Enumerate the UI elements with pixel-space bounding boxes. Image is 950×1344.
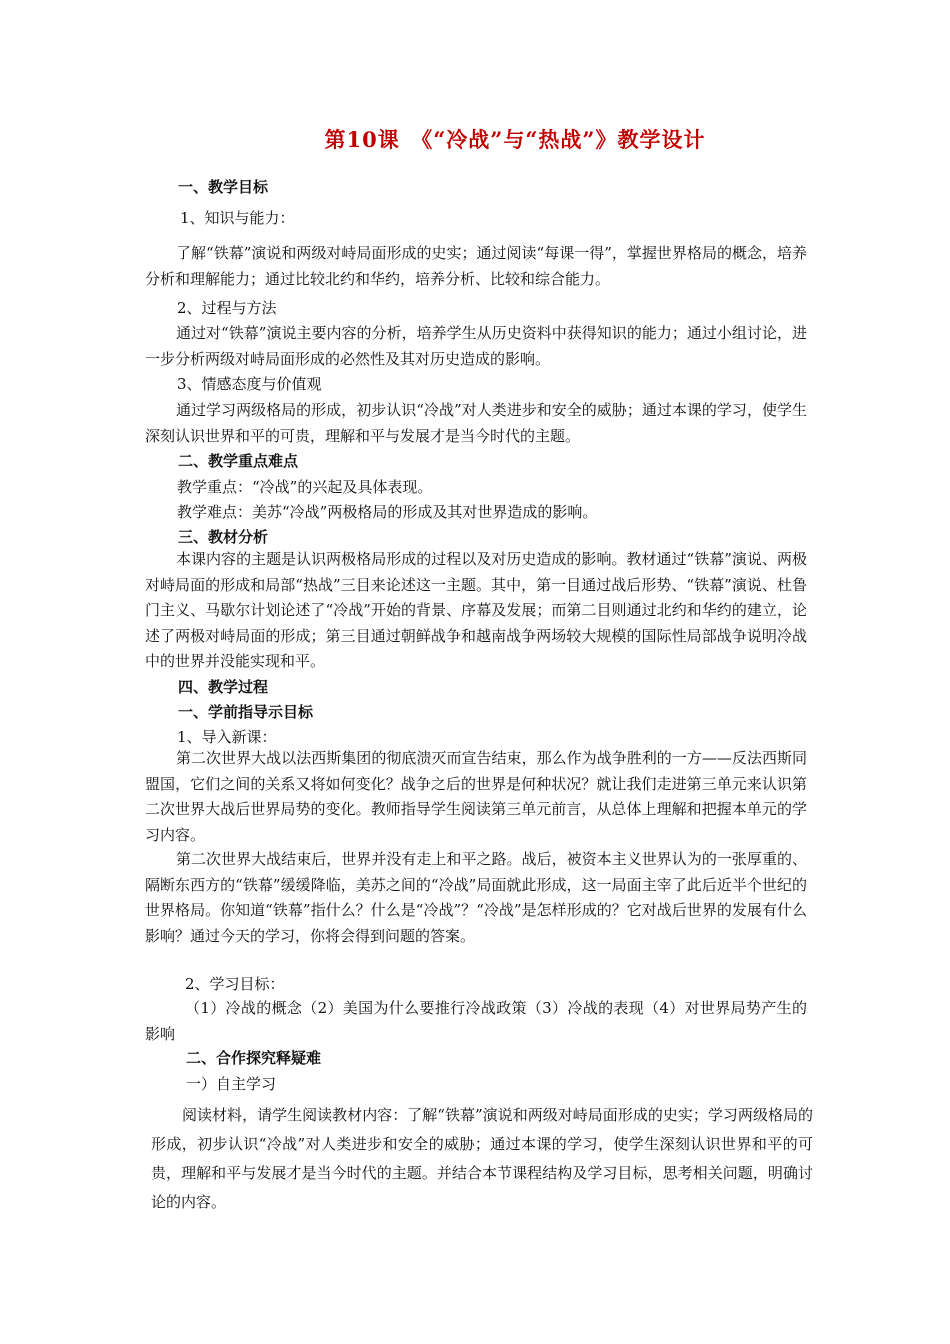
subheading-goals: 2、学习目标： [185,975,285,993]
subsection-heading-cooperation: 二、合作探究释疑难 [186,1049,322,1067]
subheading-intro: 1、导入新课： [177,728,277,746]
section-heading-process: 四、教学过程 [178,678,269,696]
difficult-point-text: 教学难点：美苏“冷战”两极格局的形成及其对世界造成的影响。 [177,503,598,521]
section-heading-material: 三、教材分析 [178,528,269,546]
section-heading-key-points: 二、教学重点难点 [178,452,299,470]
page-title: 第10课 《“冷战”与“热战”》教学设计 [324,127,706,152]
paragraph-material: 本课内容的主题是认识两极格局形成的过程以及对历史造成的影响。教材通过“铁幕”演说、两极对峙局面的形成和局部“热战”三目来论述这一主题。其中，第一目通过战后形势、“铁幕”演说、杜鲁门主义、马歇尔计划论述了“冷战”开始的背景、序幕及发展；而第二目则通过北约和华约的建立，论述了两极对峙局面的形成；第三目通过朝鲜战争和越南战争两场较大规模的国际性局部战争说明冷战中的世界并没能实现和平。 [145,550,807,671]
paragraph-values: 通过学习两级格局的形成，初步认识“冷战”对人类进步和安全的威胁；通过本课的学习，使学生深刻认识世界和平的可贵，理解和平与发展才是当今时代的主题。 [145,401,807,445]
paragraph-goals: （1）冷战的概念（2）美国为什么要推行冷战政策（3）冷战的表现（4）对世界局势产生的影响 [145,999,807,1043]
paragraph-intro-1: 第二次世界大战以法西斯集团的彻底溃灭而宣告结束，那么作为战争胜利的一方——反法西斯同盟国，它们之间的关系又将如何变化？战争之后的世界是何种状况？就让我们走进第三单元来认识第二次世界大战后世界局势的变化。教师指导学生阅读第三单元前言，从总体上理解和把握本单元的学习内容。 [145,749,807,844]
subheading-self-study: 一）自主学习 [186,1075,277,1093]
subsection-heading-guide: 一、学前指导示目标 [178,703,314,721]
paragraph-process: 通过对“铁幕”演说主要内容的分析，培养学生从历史资料中获得知识的能力；通过小组讨论，进一步分析两级对峙局面形成的必然性及其对历史造成的影响。 [145,324,807,368]
subheading-values: 3、情感态度与价值观 [177,375,322,393]
paragraph-knowledge: 了解“铁幕”演说和两级对峙局面形成的史实；通过阅读“每课一得”，掌握世界格局的概念，培养分析和理解能力；通过比较北约和华约，培养分析、比较和综合能力。 [145,244,807,288]
paragraph-intro-2: 第二次世界大战结束后，世界并没有走上和平之路。战后，被资本主义世界认为的一张厚重的、隔断东西方的“铁幕”缓缓降临，美苏之间的“冷战”局面就此形成，这一局面主宰了此后近半个世纪的世界格局。你知道“铁幕”指什么？什么是“冷战”？“冷战”是怎样形成的？它对战后世界的发展有什么影响？通过今天的学习，你将会得到问题的答案。 [145,850,807,945]
subheading-process: 2、过程与方法 [177,299,277,317]
paragraph-self-study: 阅读材料，请学生阅读教材内容：了解“铁幕”演说和两级对峙局面形成的史实；学习两级格局的形成，初步认识“冷战”对人类进步和安全的威胁；通过本课的学习，使学生深刻认识世界和平的可贵，理解和平与发展才是当今时代的主题。并结合本节课程结构及学习目标，思考相关问题，明确讨论的内容。 [151,1106,813,1211]
section-heading-objectives: 一、教学目标 [178,178,269,196]
subheading-knowledge: 1、知识与能力： [180,209,295,227]
key-point-text: 教学重点：“冷战”的兴起及具体表现。 [177,478,433,496]
